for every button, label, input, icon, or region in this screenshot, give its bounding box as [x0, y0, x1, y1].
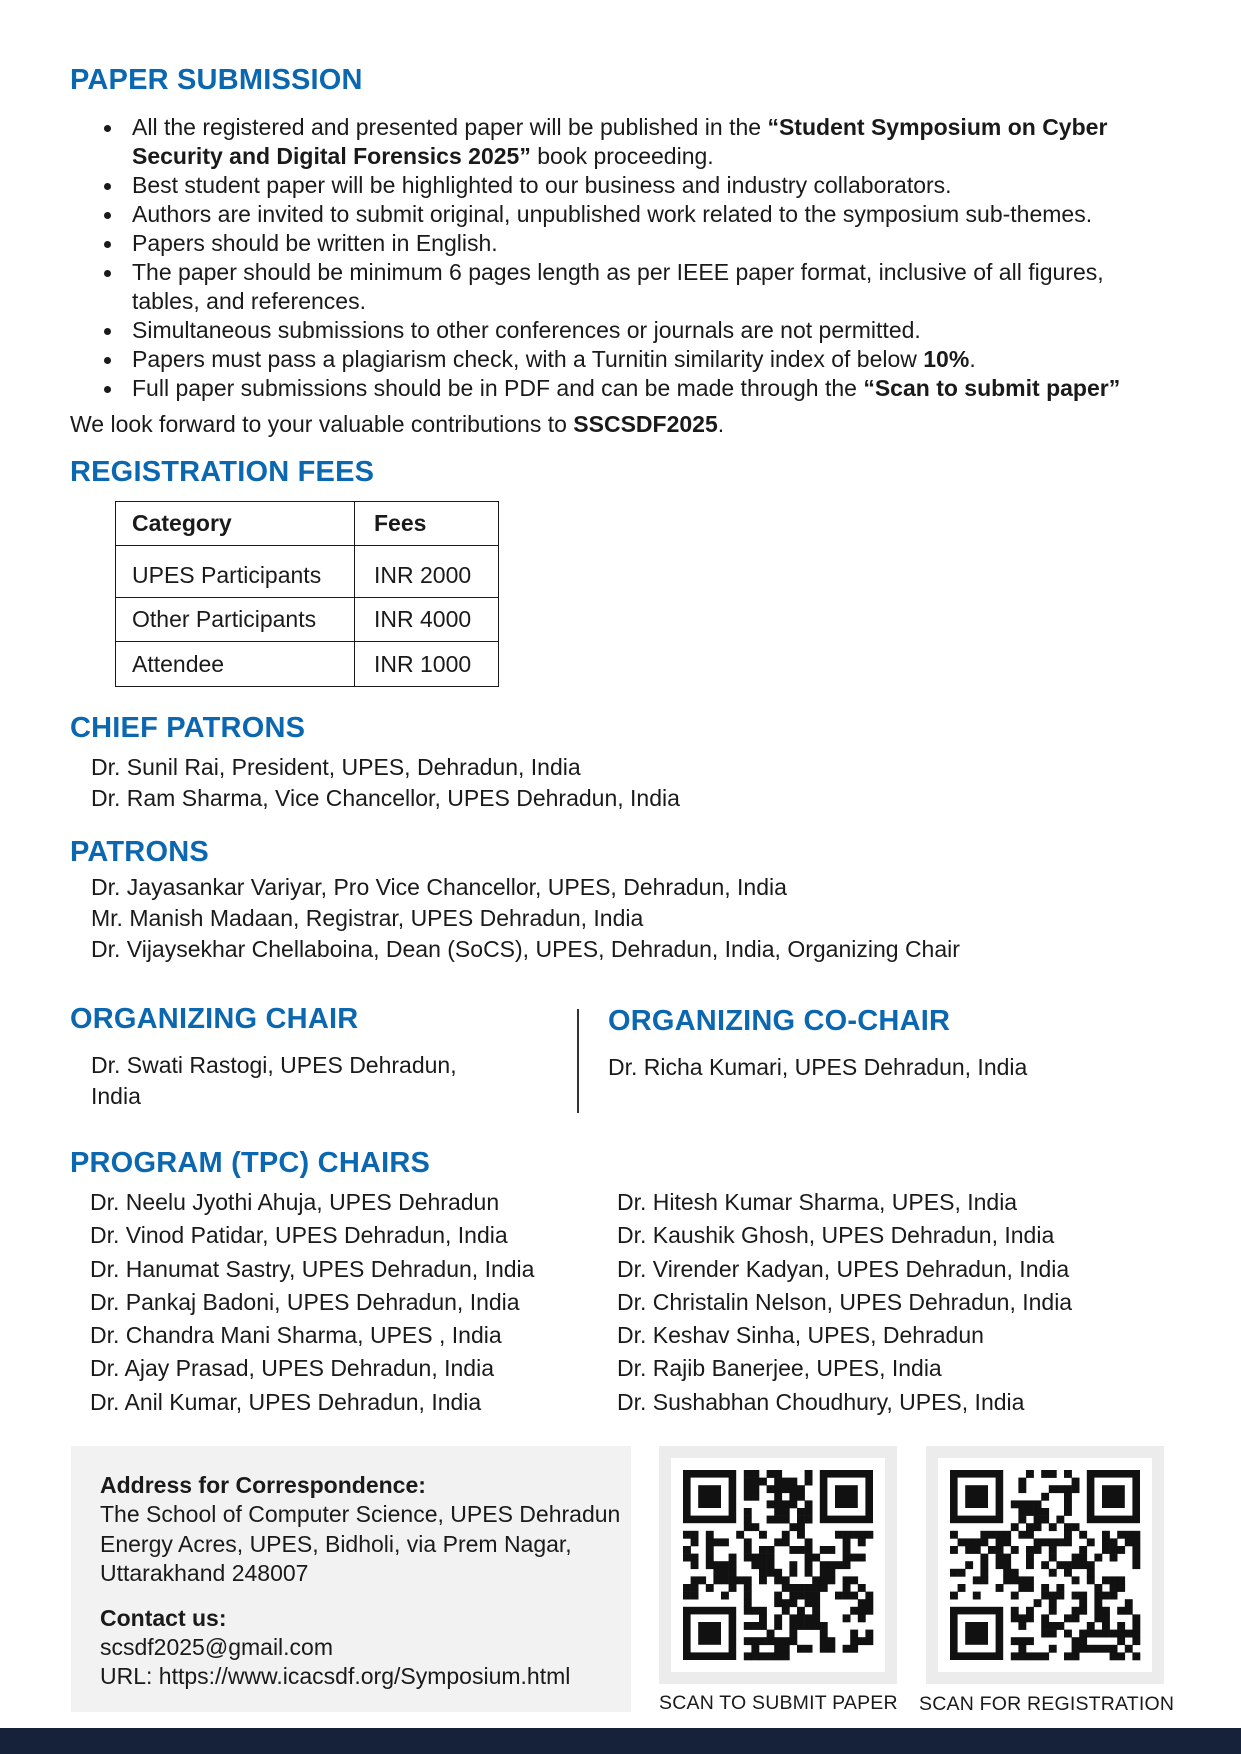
patrons-heading: PATRONS: [70, 836, 209, 868]
list-item: Dr. Hanumat Sastry, UPES Dehradun, India: [90, 1255, 535, 1282]
list-item: Simultaneous submissions to other conferences or journals are not permitted.: [104, 316, 1174, 345]
organizing-co-chair-heading: ORGANIZING CO-CHAIR: [608, 1005, 951, 1037]
list-item: Dr. Ram Sharma, Vice Chancellor, UPES Dehradun, India: [91, 785, 680, 811]
column-divider: [577, 1009, 579, 1113]
table-cell: Attendee: [116, 642, 355, 687]
table-cell: Other Participants: [116, 598, 355, 642]
submit-paper-qr[interactable]: [659, 1446, 897, 1684]
bullet-text: All the registered and presented paper will be published in the: [132, 114, 768, 140]
fees-table: [115, 501, 499, 687]
list-item: The paper should be minimum 6 pages length as per IEEE paper format, inclusive of all figures, tables, and references.: [104, 258, 1174, 316]
column-header-category: Category: [116, 502, 355, 546]
list-item: Dr. Vijaysekhar Chellaboina, Dean (SoCS), UPES, Dehradun, India, Organizing Chair: [91, 936, 960, 962]
list-item: Dr. Virender Kadyan, UPES Dehradun, India: [617, 1255, 1070, 1282]
registration-caption: SCAN FOR REGISTRATION: [919, 1693, 1175, 1715]
program-chairs-heading: PROGRAM (TPC) CHAIRS: [70, 1147, 431, 1179]
registration-qr[interactable]: [926, 1446, 1164, 1684]
list-item: Dr. Rajib Banerjee, UPES, India: [617, 1355, 942, 1382]
table-cell: UPES Participants: [116, 546, 355, 598]
organizing-co-chair-list: [608, 1052, 1027, 1083]
contact-url[interactable]: URL: https://www.icacsdf.org/Symposium.html: [100, 1663, 571, 1689]
table-row: [116, 642, 499, 687]
organizing-chair-heading: ORGANIZING CHAIR: [70, 1003, 359, 1035]
list-item: Papers should be written in English.: [104, 229, 1174, 258]
footer-bar: [0, 1728, 1241, 1754]
table-header-row: [116, 502, 499, 546]
list-item: Dr. Pankaj Badoni, UPES Dehradun, India: [90, 1288, 520, 1315]
list-item: Dr. Neelu Jyothi Ahuja, UPES Dehradun: [90, 1189, 500, 1215]
list-item: Mr. Manish Madaan, Registrar, UPES Dehradun, India: [91, 905, 644, 931]
list-item: Dr. Ajay Prasad, UPES Dehradun, India: [90, 1355, 494, 1382]
qr-code-icon: [938, 1458, 1152, 1672]
list-item: Dr. Jayasankar Variyar, Pro Vice Chancellor, UPES, Dehradun, India: [91, 874, 787, 900]
symposium-code: SSCSDF2025: [573, 411, 718, 437]
submit-paper-caption: SCAN TO SUBMIT PAPER: [659, 1692, 898, 1714]
list-item: Full paper submissions should be in PDF and can be made through the “Scan to submit paper”: [104, 374, 1174, 403]
list-item: Dr. Kaushik Ghosh, UPES Dehradun, India: [617, 1222, 1055, 1249]
list-item: Dr. Sushabhan Choudhury, UPES, India: [617, 1388, 1025, 1415]
list-item: Dr. Keshav Sinha, UPES, Dehradun: [617, 1322, 984, 1349]
list-item: Dr. Vinod Patidar, UPES Dehradun, India: [90, 1222, 508, 1249]
submission-guidelines-list: [104, 113, 1174, 403]
address-line: The School of Computer Science, UPES Dehradun: [100, 1501, 621, 1527]
contact-label: Contact us:: [100, 1604, 227, 1631]
qr-code-icon: [671, 1458, 885, 1672]
patrons-list: [91, 872, 960, 965]
list-item: Dr. Christalin Nelson, UPES Dehradun, India: [617, 1288, 1073, 1315]
chief-patrons-heading: CHIEF PATRONS: [70, 712, 306, 744]
table-row: [116, 546, 499, 598]
table-row: [116, 598, 499, 642]
address-label: Address for Correspondence:: [100, 1472, 426, 1498]
list-item: Dr. Sunil Rai, President, UPES, Dehradun, India: [91, 754, 581, 780]
symposium-name: “Student Symposium on Cyber Security and Digital Forensics 2025”: [132, 114, 1108, 169]
list-item: Dr. Chandra Mani Sharma, UPES , India: [90, 1322, 502, 1349]
program-chairs-left-list: [90, 1186, 534, 1419]
table-cell: INR 2000: [355, 546, 499, 598]
scan-reference: “Scan to submit paper”: [863, 375, 1121, 401]
bullet-text: book proceeding.: [530, 143, 714, 169]
address-line: Energy Acres, UPES, Bidholi, via Prem Nagar,: [100, 1530, 572, 1557]
table-cell: INR 4000: [355, 598, 499, 642]
chief-patrons-list: [91, 752, 680, 814]
plagiarism-threshold: 10%: [923, 346, 970, 372]
correspondence-box: [71, 1446, 631, 1712]
list-item: Dr. Swati Rastogi, UPES Dehradun,: [91, 1052, 457, 1078]
list-item: Authors are invited to submit original, unpublished work related to the symposium sub-themes.: [104, 200, 1174, 229]
program-chairs-right-list: [617, 1186, 1072, 1419]
organizing-chair-list: [91, 1050, 457, 1112]
list-item: Dr. Hitesh Kumar Sharma, UPES, India: [617, 1189, 1018, 1215]
closing-statement: We look forward to your valuable contributions to SSCSDF2025.: [70, 411, 725, 437]
list-item: Dr. Anil Kumar, UPES Dehradun, India: [90, 1388, 482, 1415]
list-item: Best student paper will be highlighted to our business and industry collaborators.: [104, 171, 1174, 200]
address-line: Uttarakhand 248007: [100, 1560, 309, 1586]
column-header-fees: Fees: [355, 502, 499, 546]
list-item: Papers must pass a plagiarism check, with a Turnitin similarity index of below 10%.: [104, 345, 1174, 374]
paper-submission-heading: PAPER SUBMISSION: [70, 64, 363, 96]
list-item: Dr. Richa Kumari, UPES Dehradun, India: [608, 1054, 1028, 1080]
list-item: India: [91, 1083, 141, 1109]
table-cell: INR 1000: [355, 642, 499, 687]
contact-email[interactable]: scsdf2025@gmail.com: [100, 1633, 333, 1660]
list-item: [104, 113, 1174, 171]
registration-fees-heading: REGISTRATION FEES: [70, 456, 375, 488]
